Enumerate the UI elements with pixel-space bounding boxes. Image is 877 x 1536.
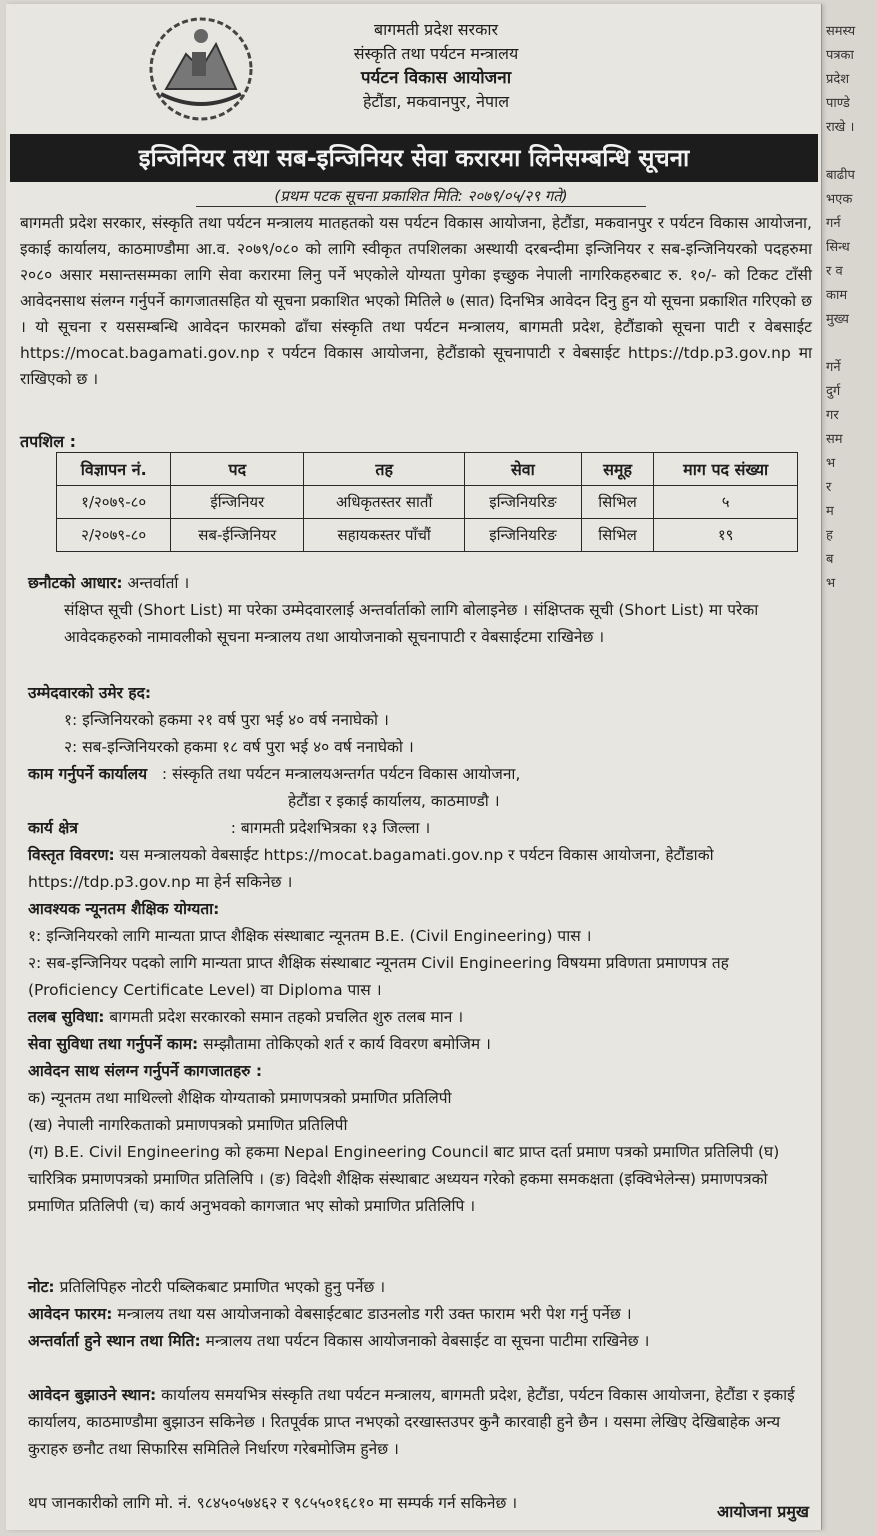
adjacent-column-line: गर्ने	[826, 360, 841, 375]
adjacent-column-line: भ	[826, 456, 836, 471]
selection-text: संक्षिप्त सूची (Short List) मा परेका उम्मेदवारलाई अन्तर्वार्ताको लागि बोलाइनेछ । संक्षिप्तक सूची (Short List) मा परेका आवेदकहरुको नामावलीको सूचना मन्त्रालय तथा आयोजनाको सूचनापाटी र वेबसाईटमा राखिनेछ ।	[64, 601, 759, 646]
publication-date: (प्रथम पटक सूचना प्रकाशित मिति: २०७९/०५/२९ गते)	[196, 186, 646, 207]
details-label: तपशिल :	[20, 432, 77, 451]
notice-page	[6, 4, 822, 1530]
adjacent-column-line: गर	[826, 408, 839, 423]
selection-section	[28, 570, 818, 651]
adjacent-column-line: प्रदेश	[826, 72, 850, 87]
interview-label: अन्तर्वार्ता हुने स्थान तथा मिति:	[28, 1332, 201, 1350]
adjacent-column-line: पाण्डे	[826, 96, 850, 111]
details-text: यस मन्त्रालयको वेबसाईट https://mocat.bagamati.gov.np र पर्यटन विकास आयोजना, हेटौंडाको https://tdp.p3.gov.np मा हेर्न सकिनेछ ।	[28, 846, 714, 891]
col-service: सेवा	[465, 453, 582, 486]
age-label: उम्मेदवारको उमेर हद:	[28, 684, 152, 702]
service-text: सम्झौतामा तोकिएको शर्त र कार्य विवरण बमोजिम ।	[203, 1035, 491, 1053]
age-item: २: सब-इन्जिनियरको हकमा १८ वर्ष पुरा भई ४० वर्ष ननाघेको ।	[64, 738, 414, 756]
office-label: काम गर्नुपर्ने कार्यालय	[28, 765, 148, 783]
col-group: समूह	[581, 453, 654, 486]
submit-text: कार्यालय समयभित्र संस्कृति तथा पर्यटन मन्त्रालय, बागमती प्रदेश, हेटौंडा, पर्यटन विकास आयोजना, हेटौंडा र इकाई कार्यालय, काठमाण्डौमा बुझाउन सकिनेछ । रितपूर्वक प्राप्त नभएको दरखास्तउपर कुनै कारवाही हुने छैन । यसमा लेखिए देखिबाहेक अन्य कुराहरु छनौट तथा सिफारिस समितिले निर्धारण गरेबमोजिम हुनेछ ।	[28, 1386, 795, 1458]
details-section	[28, 842, 818, 896]
notice-title: इन्जिनियर तथा सब-इन्जिनियर सेवा करारमा लिनेसम्बन्धि सूचना	[10, 134, 818, 182]
cell-count: ५	[654, 486, 798, 519]
header-address: हेटौंडा, मकवानपुर, नेपाल	[362, 92, 510, 111]
area-value: : बागमती प्रदेशभित्रका १३ जिल्ला ।	[230, 819, 431, 837]
adjacent-column-line	[826, 140, 877, 164]
area-section	[28, 815, 818, 842]
qualification-section	[28, 896, 818, 1004]
service-label: सेवा सुविधा तथा गर्नुपर्ने काम:	[28, 1035, 199, 1053]
adjacent-column-line: बाढीप	[826, 168, 855, 183]
signature-title: आयोजना प्रमुख	[716, 1502, 809, 1521]
adjacent-column-line: र व	[826, 264, 843, 279]
adjacent-column-line: भ	[826, 576, 836, 591]
documents-section	[28, 1058, 818, 1220]
col-ad-no: विज्ञापन नं.	[57, 453, 171, 486]
col-post: पद	[171, 453, 304, 486]
selection-value: अन्तर्वार्ता ।	[127, 574, 190, 592]
header-ministry: संस्कृति तथा पर्यटन मन्त्रालय	[353, 44, 519, 63]
cell-level: अधिकृतस्तर सातौं	[304, 486, 465, 519]
adjacent-column-line: सिन्ध	[826, 240, 850, 255]
salary-section	[28, 1004, 818, 1031]
cell-post: ईन्जिनियर	[171, 486, 304, 519]
adjacent-column-line	[826, 332, 877, 356]
intro-paragraph: बागमती प्रदेश सरकार, संस्कृति तथा पर्यटन मन्त्रालय मातहतको यस पर्यटन विकास आयोजना, हेटौंडा, मकवानपुर र पर्यटन विकास आयोजना, इकाई कार्यालय, काठमाण्डौमा आ.व. २०७९/०८० को लागि स्वीकृत तपशिलका अस्थायी दरबन्दीमा इन्जिनियर र सब-इन्जिनियरको पदहरुमा २०८० असार मसान्तसम्मका लागि सेवा करारमा लिनु पर्ने भएकोले योग्यता पुगेका इच्छुक नेपाली नागरिकहरुबाट रु. १०/- को टिकट टाँसी आवेदनसाथ संलग्न गर्नुपर्ने कागजातसहित यो सूचना प्रकाशित भएको मितिले ७ (सात) दिनभित्र आवेदन दिनु हुन यो सूचना प्रकाशित गरिएको छ । यो सूचना र यससम्बन्धि आवेदन फारमको ढाँचा संस्कृति तथा पर्यटन मन्त्रालय, बागमती प्रदेश, हेटौंडाको सूचना पाटी र वेबसाईट https://mocat.bagamati.gov.np र पर्यटन विकास आयोजना, हेटौंडाको सूचनापाटी र वेबसाईट https://tdp.p3.gov.np मा राखिएको छ ।	[20, 214, 812, 388]
cell-service: इन्जिनियरिङ	[465, 486, 582, 519]
form-text: मन्त्रालय तथा यस आयोजनाको वेबसाईटबाट डाउनलोड गरी उक्त फाराम भरी पेश गर्नु पर्नेछ ।	[117, 1305, 632, 1323]
adjacent-column-line: काम	[826, 288, 848, 303]
table-row	[57, 519, 798, 552]
header-project: पर्यटन विकास आयोजना	[360, 68, 512, 88]
cell-ad-no: १/२०७९-८०	[57, 486, 171, 519]
documents-label: आवेदन साथ संलग्न गर्नुपर्ने कागजातहरु :	[28, 1062, 263, 1080]
note-section	[28, 1274, 818, 1301]
adjacent-column-line: दुर्ग	[826, 384, 841, 399]
cell-group: सिभिल	[581, 486, 654, 519]
adjacent-column-line: म	[826, 504, 834, 519]
note-text: प्रतिलिपिहरु नोटरी पब्लिकबाट प्रमाणित भएको हुनु पर्नेछ ।	[59, 1278, 386, 1296]
qualification-item: २: सब-इन्जिनियर पदको लागि मान्यता प्राप्त शैक्षिक संस्थाबाट न्यूनतम Civil Engineering विषयमा प्रविणता प्रमाणपत्र तह (Proficiency Certificate Level) वा Diploma पास ।	[28, 954, 729, 999]
salary-label: तलब सुविधा:	[28, 1008, 105, 1026]
adjacent-column-line: ह	[826, 528, 833, 543]
adjacent-column-line: र	[826, 480, 832, 495]
submit-label: आवेदन बुझाउने स्थान:	[28, 1386, 157, 1404]
office-line2: हेटौंडा र इकाई कार्यालय, काठमाण्डौ ।	[288, 792, 500, 810]
office-line1: : संस्कृति तथा पर्यटन मन्त्रालयअन्तर्गत पर्यटन विकास आयोजना,	[161, 765, 521, 783]
service-section	[28, 1031, 818, 1058]
posts-table	[56, 452, 798, 552]
table-header-row	[57, 453, 798, 486]
adjacent-column-line: गर्न	[826, 216, 841, 231]
adjacent-column-line: भएक	[826, 192, 853, 207]
documents-item-rest: (ग) B.E. Civil Engineering को हकमा Nepal Engineering Council बाट प्राप्त दर्ता प्रमाण पत्रको प्रमाणित प्रतिलिपी (घ) चारित्रिक प्रमाणपत्रको प्रमाणित प्रतिलिपि । (ङ) विदेशी शैक्षिक संस्थाबाट अध्ययन गरेको हकमा समकक्षता (इक्विभेलेन्स) प्रमाणपत्रको प्रमाणित प्रतिलिपी (च) कार्य अनुभवको कागजात भए सोको प्रमाणित प्रतिलिपि ।	[28, 1143, 780, 1215]
cell-post: सब-ईन्जिनियर	[171, 519, 304, 552]
documents-item-a: क) न्यूनतम तथा माथिल्लो शैक्षिक योग्यताको प्रमाणपत्रको प्रमाणित प्रतिलिपी	[28, 1089, 452, 1107]
adjacent-column-line: पत्रका	[826, 48, 854, 63]
selection-label: छनौटको आधार:	[28, 574, 123, 592]
form-label: आवेदन फारम:	[28, 1305, 113, 1323]
notice-header	[6, 4, 821, 134]
table-row	[57, 486, 798, 519]
adjacent-column-line: समस्य	[826, 24, 856, 39]
header-government: बागमती प्रदेश सरकार	[373, 20, 499, 39]
adjacent-column-fragment	[826, 20, 877, 720]
cell-ad-no: २/२०७९-८०	[57, 519, 171, 552]
area-label: कार्य क्षेत्र	[28, 819, 78, 837]
adjacent-column-line: मुख्य	[826, 312, 849, 327]
interview-section	[28, 1328, 818, 1355]
adjacent-column-line: राखे ।	[826, 120, 855, 135]
age-section	[28, 680, 818, 761]
cell-service: इन्जिनियरिङ	[465, 519, 582, 552]
cell-group: सिभिल	[581, 519, 654, 552]
submit-section	[28, 1382, 818, 1463]
cell-count: १९	[654, 519, 798, 552]
age-item: १: इन्जिनियरको हकमा २१ वर्ष पुरा भई ४० वर्ष ननाघेको ।	[64, 711, 389, 729]
documents-item-b: (ख) नेपाली नागरिकताको प्रमाणपत्रको प्रमाणित प्रतिलिपी	[28, 1116, 348, 1134]
salary-text: बागमती प्रदेश सरकारको समान तहको प्रचलित शुरु तलब मान ।	[109, 1008, 464, 1026]
form-section	[28, 1301, 818, 1328]
note-label: नोट:	[28, 1278, 55, 1296]
details-label-text: विस्तृत विवरण:	[28, 846, 115, 864]
col-count: माग पद संख्या	[654, 453, 798, 486]
adjacent-column-line: ब	[826, 552, 834, 567]
col-level: तह	[304, 453, 465, 486]
qualification-item: १: इन्जिनियरको लागि मान्यता प्राप्त शैक्षिक संस्थाबाट न्यूनतम B.E. (Civil Engineering) पास ।	[28, 927, 592, 945]
adjacent-column-line: सम	[826, 432, 843, 447]
cell-level: सहायकस्तर पाँचौं	[304, 519, 465, 552]
interview-text: मन्त्रालय तथा पर्यटन विकास आयोजनाको वेबसाईट वा सूचना पाटीमा राखिनेछ ।	[205, 1332, 650, 1350]
qualification-label: आवश्यक न्यूनतम शैक्षिक योग्यता:	[28, 900, 220, 918]
contact-line: थप जानकारीको लागि मो. नं. ९८४५०५७४६२ र ९८५५०१६८१० मा सम्पर्क गर्न सकिनेछ ।	[28, 1494, 518, 1512]
nepal-emblem-icon	[146, 14, 256, 124]
office-section	[28, 761, 818, 815]
